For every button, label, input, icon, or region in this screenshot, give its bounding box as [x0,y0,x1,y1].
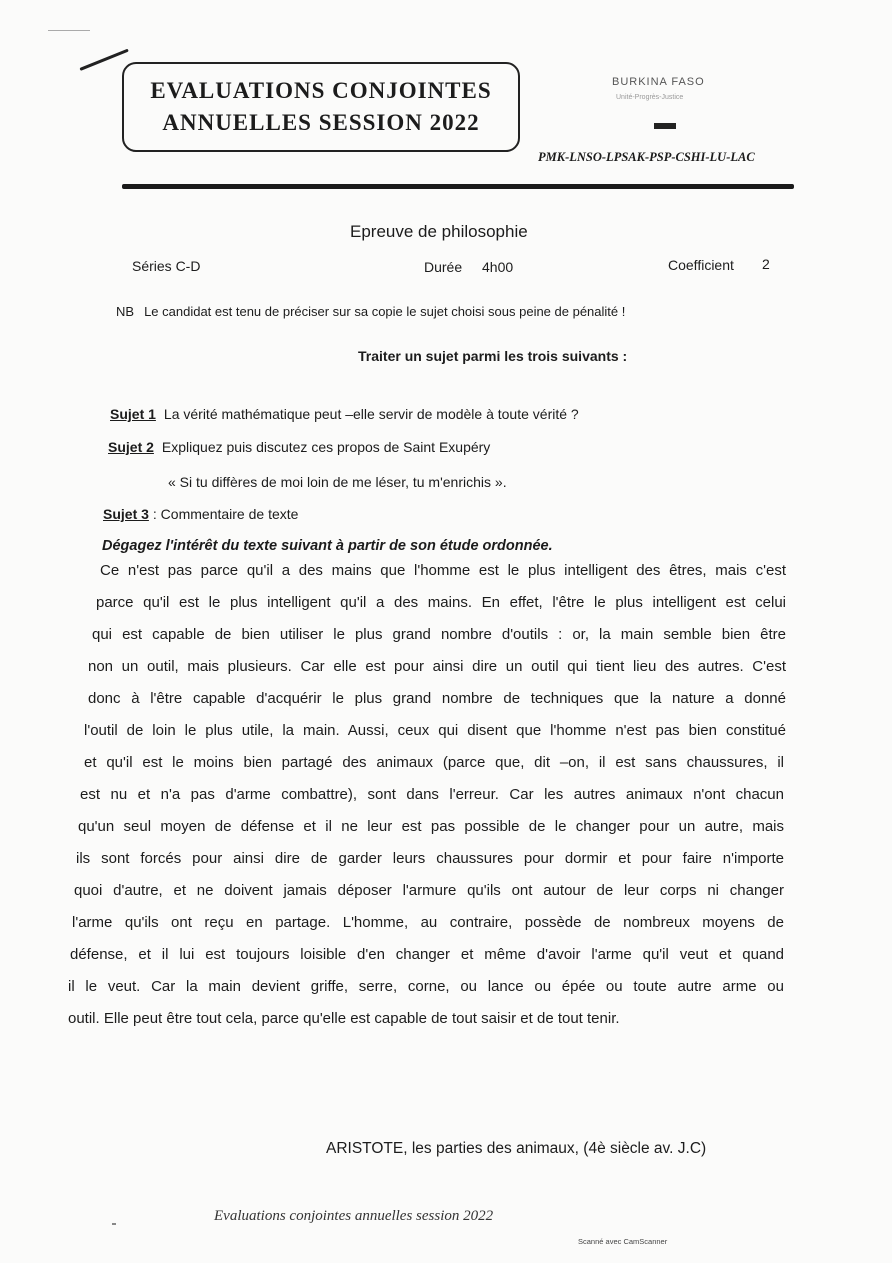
schools-list: PMK-LNSO-LPSAK-PSP-CSHI-LU-LAC [538,150,755,164]
duration-value: 4h00 [482,259,514,275]
subject-1-label: Sujet 1 [110,406,156,422]
instruction: Traiter un sujet parmi les trois suivants : [358,348,628,364]
subject-2 [108,439,490,455]
passage-line: Ce n'est pas parce qu'il a des mains que l'homme est le plus intelligent des êtres, mais c'est [100,562,786,579]
pen-stroke [79,49,128,71]
page-footer: Evaluations conjointes annuelles session 2022 [214,1208,494,1224]
duration-label: Durée [424,259,463,275]
header-rule [122,184,794,189]
separator-bar [654,123,676,129]
exam-title: Epreuve de philosophie [350,222,528,241]
text-author: ARISTOTE, les parties des animaux, (4è siècle av. J.C) [326,1140,707,1157]
passage-line: qu'un seul moyen de défense et il ne leur est pas possible de le changer pour un autre, mais [78,818,784,835]
title-line-1: EVALUATIONS CONJOINTES [150,78,492,103]
coefficient-value: 2 [762,256,770,272]
subject-2-quote: « Si tu diffères de moi loin de me léser, tu m'enrichis ». [168,474,507,490]
passage-line: donc à l'être capable d'acquérir le plus grand nombre de techniques que la nature a donné [88,690,786,707]
passage-line: ils sont forcés pour ainsi dire de garder leurs chaussures pour dormir et pour faire n'importe [76,850,784,867]
subject-1-text: La vérité mathématique peut –elle servir de modèle à toute vérité ? [163,406,579,422]
subject-3 [103,506,298,522]
scanner-watermark: Scanné avec CamScanner [578,1237,668,1246]
nb-note [116,304,625,319]
nb-label: NB [116,304,135,319]
passage-line: est nu et n'a pas d'arme combattre), sont dans l'erreur. Car les autres animaux n'ont chacun [80,786,784,803]
passage-line: non un outil, mais plusieurs. Car elle est pour ainsi dire un outil qui tient lieu des autres. C'est [88,658,786,675]
exam-series: Séries C-D [132,258,201,274]
passage-line: quoi d'autre, et ne doivent jamais déposer l'armure qu'ils ont autour de leur corps ni changer [74,882,784,899]
scan-mark-line [48,30,90,31]
title-line-2: ANNUELLES SESSION 2022 [162,110,480,135]
passage-line: et qu'il est le moins bien partagé des animaux (parce que, dit –on, il est sans chaussures, il [84,754,784,771]
task-instruction: Dégagez l'intérêt du texte suivant à partir de son étude ordonnée. [102,538,553,554]
passage-line: qui est capable de bien utiliser le plus grand nombre d'outils : or, la main semble bien être [92,626,786,643]
footer-mark [112,1223,116,1225]
coefficient-label: Coefficient [668,257,734,273]
nb-text: Le candidat est tenu de préciser sur sa copie le sujet choisi sous peine de pénalité ! [144,304,626,319]
subject-3-label: Sujet 3 [103,506,149,522]
passage-line: il le veut. Car la main devient griffe, serre, corne, ou lance ou épée ou toute autre arme ou [68,978,784,995]
country-name: BURKINA FASO [612,76,705,88]
passage-line: outil. Elle peut être tout cela, parce qu'elle est capable de tout saisir et de tout tenir. [68,1010,620,1027]
session-title-box [122,62,520,152]
passage-line: défense, et il lui est toujours loisible d'en changer et même d'avoir l'arme qu'il veut et quand [70,946,784,963]
subject-2-text: Expliquez puis discutez ces propos de Saint Exupéry [161,439,491,455]
country-motto: Unité-Progrès-Justice [616,94,684,101]
subject-2-label: Sujet 2 [108,439,154,455]
subject-3-text: : Commentaire de texte [152,506,299,522]
subject-1 [110,406,579,422]
passage-line: parce qu'il est le plus intelligent qu'il a des mains. En effet, l'être le plus intelligent est celui [96,594,786,611]
passage-line: l'arme qu'ils ont reçu en partage. L'homme, au contraire, possède de nombreux moyens de [72,914,784,931]
passage-line: l'outil de loin le plus utile, la main. Aussi, ceux qui disent que l'homme n'est pas bien constitué [84,722,786,739]
